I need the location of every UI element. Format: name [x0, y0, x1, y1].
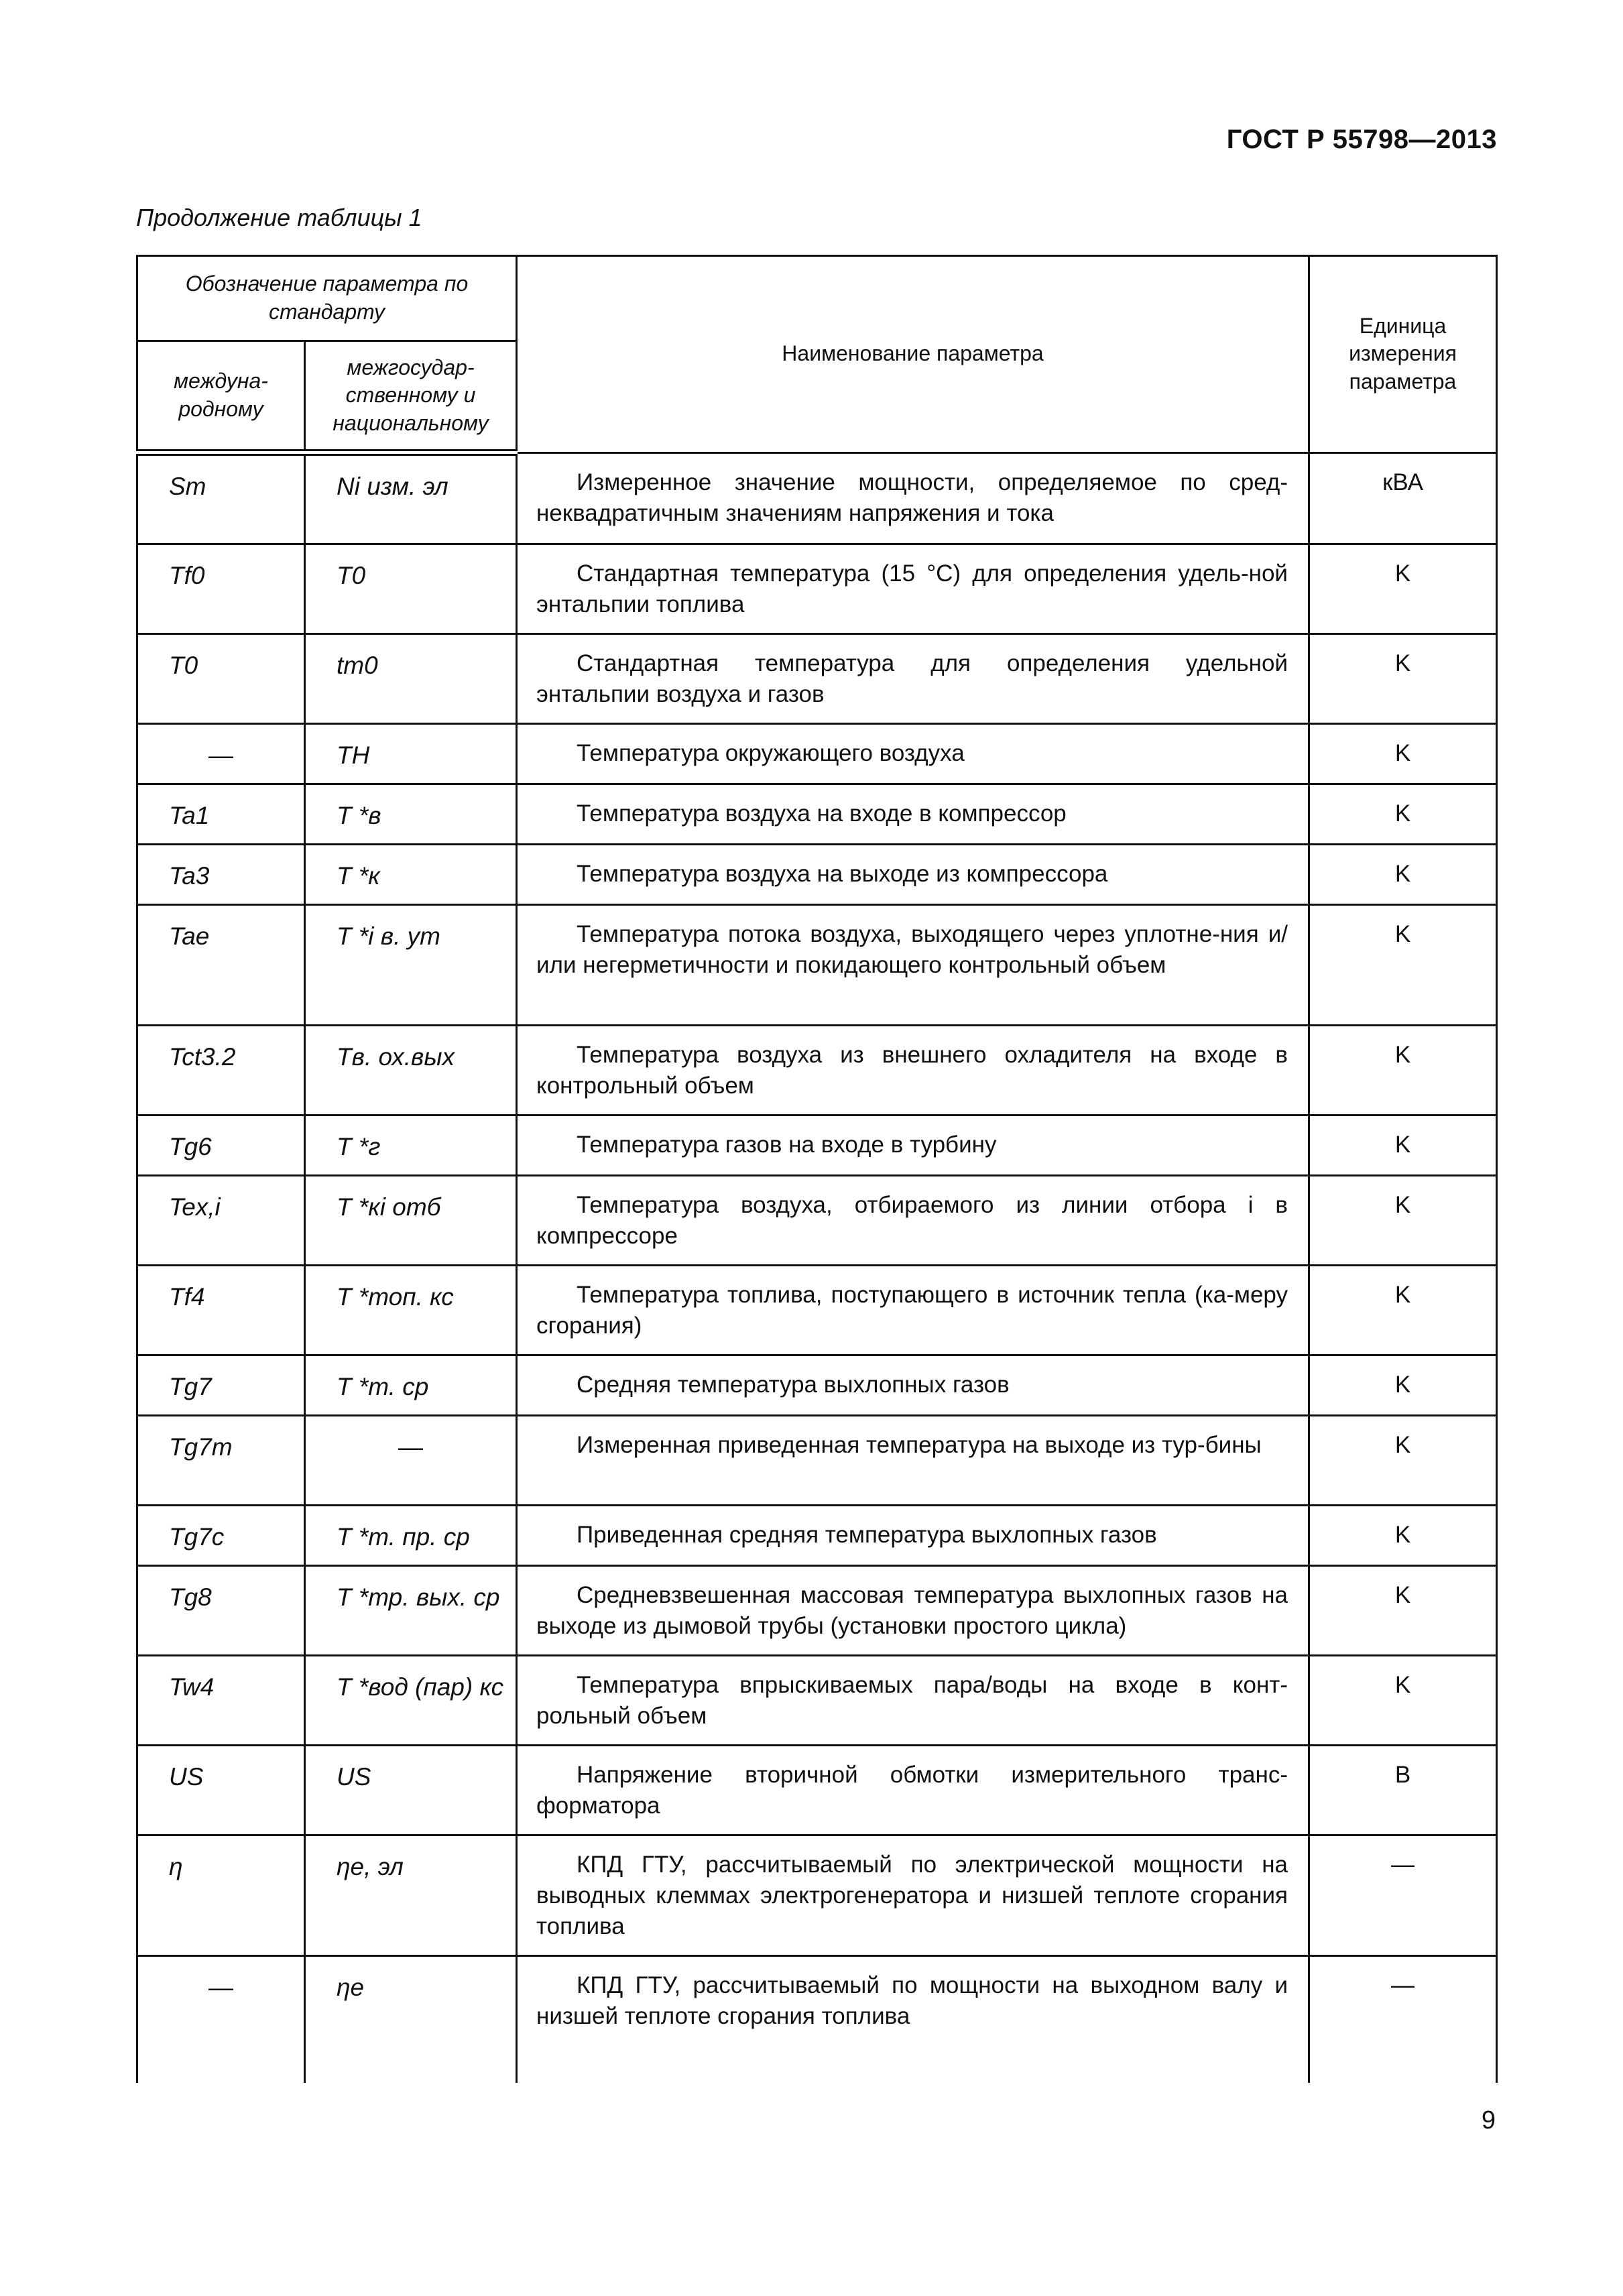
unit-value: — [1309, 1955, 1497, 2083]
parameter-name: Температура воздуха из внешнего охладителя на входе в контрольный объем [517, 1025, 1309, 1115]
table-row [137, 1175, 1497, 1265]
international-symbol: η [137, 1835, 305, 1955]
parameters-table [136, 255, 1498, 2083]
table-row [137, 452, 1497, 544]
national-symbol: US [305, 1745, 517, 1835]
unit-value: K [1309, 1265, 1497, 1355]
parameter-name: КПД ГТУ, рассчитываемый по мощности на выходном валу и низшей теплоте сгорания топлива [517, 1955, 1309, 2083]
national-symbol: Ni изм. эл [305, 452, 517, 544]
header-parameter-name: Наименование параметра [517, 256, 1309, 453]
unit-value: K [1309, 844, 1497, 904]
unit-value: K [1309, 1115, 1497, 1175]
unit-value: K [1309, 723, 1497, 784]
national-symbol: T *топ. кс [305, 1265, 517, 1355]
national-symbol: Tв. ох.вых [305, 1025, 517, 1115]
international-symbol: Tex,i [137, 1175, 305, 1265]
unit-value: K [1309, 1565, 1497, 1655]
unit-value: K [1309, 544, 1497, 633]
parameter-name: Стандартная температура для определения удельной энтальпии воздуха и газов [517, 633, 1309, 723]
parameter-name: Средневзвешенная массовая температура выхлопных газов на выходе из дымовой трубы (установки простого цикла) [517, 1565, 1309, 1655]
parameter-name: Стандартная температура (15 °С) для определения удель-ной энтальпии топлива [517, 544, 1309, 633]
international-symbol: Ta3 [137, 844, 305, 904]
unit-value: K [1309, 784, 1497, 844]
international-symbol: Tg8 [137, 1565, 305, 1655]
national-symbol: T *к [305, 844, 517, 904]
parameter-name: Средняя температура выхлопных газов [517, 1355, 1309, 1415]
table-row [137, 1835, 1497, 1955]
parameter-name: Температура окружающего воздуха [517, 723, 1309, 784]
table-row [137, 904, 1497, 1025]
table-row [137, 784, 1497, 844]
parameter-name: Температура впрыскиваемых пара/воды на входе в конт-рольный объем [517, 1655, 1309, 1745]
table-row [137, 1355, 1497, 1415]
international-symbol: US [137, 1745, 305, 1835]
parameter-name: Температура воздуха, отбираемого из линии отбора i в компрессоре [517, 1175, 1309, 1265]
table-row [137, 1655, 1497, 1745]
parameter-name: Напряжение вторичной обмотки измерительного транс-форматора [517, 1745, 1309, 1835]
parameter-name: Температура газов на входе в турбину [517, 1115, 1309, 1175]
parameter-name: Температура потока воздуха, выходящего через уплотне-ния и/или негерметичности и покидающего контрольный объем [517, 904, 1309, 1025]
header-unit: Единица измерения параметра [1309, 256, 1497, 453]
unit-value: K [1309, 633, 1497, 723]
parameter-name: Измеренное значение мощности, определяемое по сред-неквадратичным значениям напряжения и тока [517, 452, 1309, 544]
international-symbol: Sm [137, 452, 305, 544]
unit-value: — [1309, 1835, 1497, 1955]
national-symbol: — [305, 1415, 517, 1505]
national-symbol: tm0 [305, 633, 517, 723]
table-row [137, 1955, 1497, 2083]
unit-value: K [1309, 1655, 1497, 1745]
international-symbol: — [137, 723, 305, 784]
table-row [137, 1505, 1497, 1565]
national-symbol: T *i в. ут [305, 904, 517, 1025]
national-symbol: ηe, эл [305, 1835, 517, 1955]
table-row [137, 723, 1497, 784]
header-designation-group: Обозначение параметра по стандарту [137, 256, 517, 341]
international-symbol: — [137, 1955, 305, 2083]
page-number: 9 [1481, 2106, 1496, 2134]
national-symbol: T *г [305, 1115, 517, 1175]
international-symbol: Tf4 [137, 1265, 305, 1355]
parameter-name: Температура топлива, поступающего в источник тепла (ка-меру сгорания) [517, 1265, 1309, 1355]
international-symbol: Ta1 [137, 784, 305, 844]
table-row [137, 544, 1497, 633]
parameter-name: Приведенная средняя температура выхлопных газов [517, 1505, 1309, 1565]
unit-value: кВА [1309, 452, 1497, 544]
header-international: междуна-родному [137, 341, 305, 453]
international-symbol: Tg7 [137, 1355, 305, 1415]
national-symbol: T *тр. вых. ср [305, 1565, 517, 1655]
national-symbol: T *в [305, 784, 517, 844]
table-caption: Продолжение таблицы 1 [136, 204, 422, 231]
table-row [137, 1565, 1497, 1655]
unit-value: K [1309, 1025, 1497, 1115]
international-symbol: T0 [137, 633, 305, 723]
national-symbol: T0 [305, 544, 517, 633]
table-row [137, 1265, 1497, 1355]
national-symbol: T *кi отб [305, 1175, 517, 1265]
international-symbol: Tw4 [137, 1655, 305, 1745]
national-symbol: T *т. ср [305, 1355, 517, 1415]
unit-value: K [1309, 1175, 1497, 1265]
international-symbol: Tae [137, 904, 305, 1025]
table-row [137, 633, 1497, 723]
international-symbol: Tg6 [137, 1115, 305, 1175]
international-symbol: Tct3.2 [137, 1025, 305, 1115]
parameter-name: КПД ГТУ, рассчитываемый по электрической мощности на выводных клеммах электрогенератора и низшей теплоте сгорания топлива [517, 1835, 1309, 1955]
national-symbol: T *вод (пар) кс [305, 1655, 517, 1745]
international-symbol: Tg7c [137, 1505, 305, 1565]
parameter-name: Измеренная приведенная температура на выходе из тур-бины [517, 1415, 1309, 1505]
table-row [137, 1025, 1497, 1115]
unit-value: В [1309, 1745, 1497, 1835]
unit-value: K [1309, 1355, 1497, 1415]
table-row [137, 1115, 1497, 1175]
unit-value: K [1309, 1505, 1497, 1565]
national-symbol: TH [305, 723, 517, 784]
table-row [137, 1415, 1497, 1505]
parameter-name: Температура воздуха на входе в компрессор [517, 784, 1309, 844]
table-row [137, 1745, 1497, 1835]
document-number: ГОСТ Р 55798—2013 [1226, 125, 1497, 154]
table-row [137, 844, 1497, 904]
unit-value: K [1309, 904, 1497, 1025]
national-symbol: T *т. пр. ср [305, 1505, 517, 1565]
unit-value: K [1309, 1415, 1497, 1505]
header-interstate-national: межгосудар-ственному и национальному [305, 341, 517, 453]
international-symbol: Tf0 [137, 544, 305, 633]
parameter-name: Температура воздуха на выходе из компрессора [517, 844, 1309, 904]
international-symbol: Tg7m [137, 1415, 305, 1505]
national-symbol: ηe [305, 1955, 517, 2083]
